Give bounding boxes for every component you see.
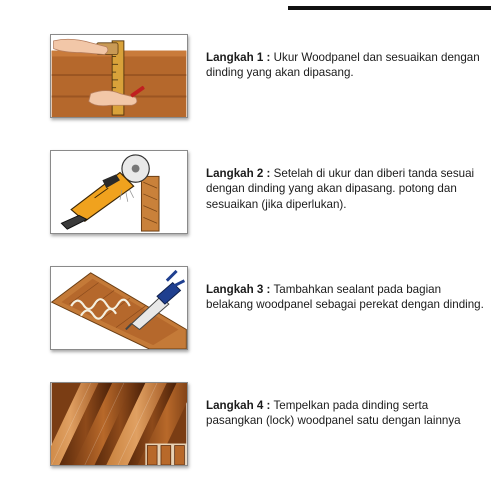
measuring-icon xyxy=(51,35,187,117)
top-divider-line xyxy=(288,6,491,10)
wood-panel-icon xyxy=(51,383,187,465)
wood-panels-photo xyxy=(50,382,188,466)
sealant-icon xyxy=(51,267,187,349)
step-2-label: Langkah 2 : xyxy=(206,167,271,180)
step-4-text xyxy=(206,398,486,429)
step-1-text xyxy=(206,50,486,81)
step-4 xyxy=(50,382,491,468)
sealant-gun-illustration xyxy=(50,266,188,350)
step-3-label: Langkah 3 : xyxy=(206,283,271,296)
measuring-illustration xyxy=(50,34,188,118)
step-3-text xyxy=(206,282,486,313)
step-3 xyxy=(50,266,491,352)
step-2-description: Setelah di ukur dan diberi tanda sesuai dengan dinding yang akan dipasang. potong dan sesuaikan (jika diperlukan). xyxy=(206,167,475,211)
saw-icon xyxy=(51,151,187,233)
step-2-text xyxy=(206,166,486,212)
step-2 xyxy=(50,150,491,236)
step-1-label: Langkah 1 : xyxy=(206,51,271,64)
step-4-label: Langkah 4 : xyxy=(206,399,271,412)
step-1-description: Ukur Woodpanel dan sesuaikan dengan dinding yang akan dipasang. xyxy=(206,51,480,80)
step-3-description: Tambahkan sealant pada bagian belakang woodpanel sebagai perekat dengan dinding. xyxy=(206,283,484,312)
step-4-description: Tempelkan pada dinding serta pasangkan (lock) woodpanel satu dengan lainnya xyxy=(206,399,461,428)
cutting-saw-illustration xyxy=(50,150,188,234)
step-1 xyxy=(50,34,491,120)
